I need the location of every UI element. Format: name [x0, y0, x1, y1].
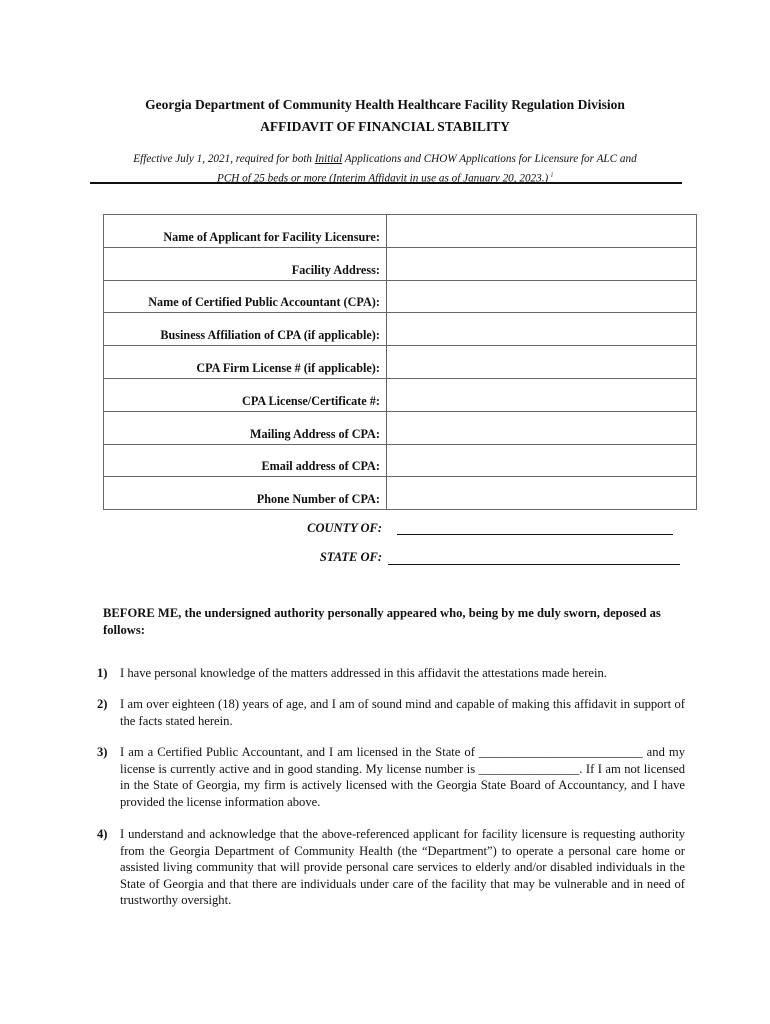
- field-label: CPA License/Certificate #:: [104, 378, 387, 411]
- field-row-cpa-license: [104, 378, 697, 411]
- state-label: STATE OF:: [319, 550, 382, 564]
- applicant-info-table: [103, 214, 697, 510]
- county-label: COUNTY OF:: [307, 521, 382, 535]
- state-input-line[interactable]: [388, 564, 680, 565]
- effective-note-underlined: Initial: [314, 153, 343, 165]
- phone-field[interactable]: [386, 477, 696, 510]
- header-rule: [90, 182, 682, 184]
- cpa-name-field[interactable]: [386, 280, 696, 313]
- item-text: I am over eighteen (18) years of age, and I am of sound mind and capable of making this affidavit in support of the facts stated herein.: [120, 697, 685, 728]
- list-item: [97, 744, 685, 810]
- field-label: Phone Number of CPA:: [104, 477, 387, 510]
- item-text: I have personal knowledge of the matters addressed in this affidavit the attestations made herein.: [120, 666, 607, 680]
- field-label: Business Affiliation of CPA (if applicable):: [104, 313, 387, 346]
- county-row: [290, 521, 382, 536]
- list-item: [97, 696, 685, 729]
- item-text: I am a Certified Public Accountant, and I am licensed in the State of __________________________ and my license is currently active and in good standing. My license number is ________________. If I am not licensed in the State of Georgia, my firm is actively licensed with the Georgia State Board of Accountancy, and I have provided the license information above.: [120, 745, 685, 809]
- facility-address-field[interactable]: [386, 247, 696, 280]
- field-label: CPA Firm License # (if applicable):: [104, 346, 387, 379]
- field-row-cpa-name: [104, 280, 697, 313]
- field-row-facility-address: [104, 247, 697, 280]
- field-row-mailing-address: [104, 411, 697, 444]
- field-label: Email address of CPA:: [104, 444, 387, 477]
- field-label: Name of Applicant for Facility Licensure:: [104, 215, 387, 248]
- item-number: 1): [97, 666, 108, 680]
- field-row-phone: [104, 477, 697, 510]
- effective-note-part2: Applications and CHOW Applications for Licensure for ALC and: [342, 153, 637, 165]
- firm-license-field[interactable]: [386, 346, 696, 379]
- cpa-affiliation-field[interactable]: [386, 313, 696, 346]
- item-number: 4): [97, 827, 108, 841]
- effective-note-line2: PCH of 25 beds or more (Interim Affidavit in use as of January 20, 2023.): [217, 172, 552, 185]
- list-item: [97, 826, 685, 909]
- applicant-name-field[interactable]: [386, 215, 696, 248]
- document-subtitle: AFFIDAVIT OF FINANCIAL STABILITY: [260, 119, 510, 134]
- cpa-license-field[interactable]: [386, 378, 696, 411]
- footnote-marker: i: [551, 171, 553, 179]
- field-label: Facility Address:: [104, 247, 387, 280]
- email-field[interactable]: [386, 444, 696, 477]
- field-label: Mailing Address of CPA:: [104, 411, 387, 444]
- field-row-firm-license: [104, 346, 697, 379]
- item-text: I understand and acknowledge that the above-referenced applicant for facility licensure is requesting authority from the Georgia Department of Community Health (the “Department”) to operate a personal care home or assisted living community that will provide personal care services to elderly and/or disabled individuals in the State of Georgia and that there are individuals under care of the facility that may be vulnerable and in need of trustworthy oversight.: [120, 827, 685, 908]
- field-row-applicant-name: [104, 215, 697, 248]
- document-title: Georgia Department of Community Health Healthcare Facility Regulation Division: [145, 97, 625, 112]
- item-number: 3): [97, 745, 108, 759]
- before-me-statement: BEFORE ME, the undersigned authority personally appeared who, being by me duly sworn, deposed as follows:: [103, 606, 661, 637]
- state-row: [290, 550, 382, 565]
- item-number: 2): [97, 697, 108, 711]
- county-input-line[interactable]: [397, 534, 673, 535]
- mailing-address-field[interactable]: [386, 411, 696, 444]
- field-label: Name of Certified Public Accountant (CPA):: [104, 280, 387, 313]
- field-row-email: [104, 444, 697, 477]
- effective-note-part1: Effective July 1, 2021, required for both: [133, 153, 315, 165]
- field-row-cpa-affiliation: [104, 313, 697, 346]
- list-item: [97, 665, 685, 682]
